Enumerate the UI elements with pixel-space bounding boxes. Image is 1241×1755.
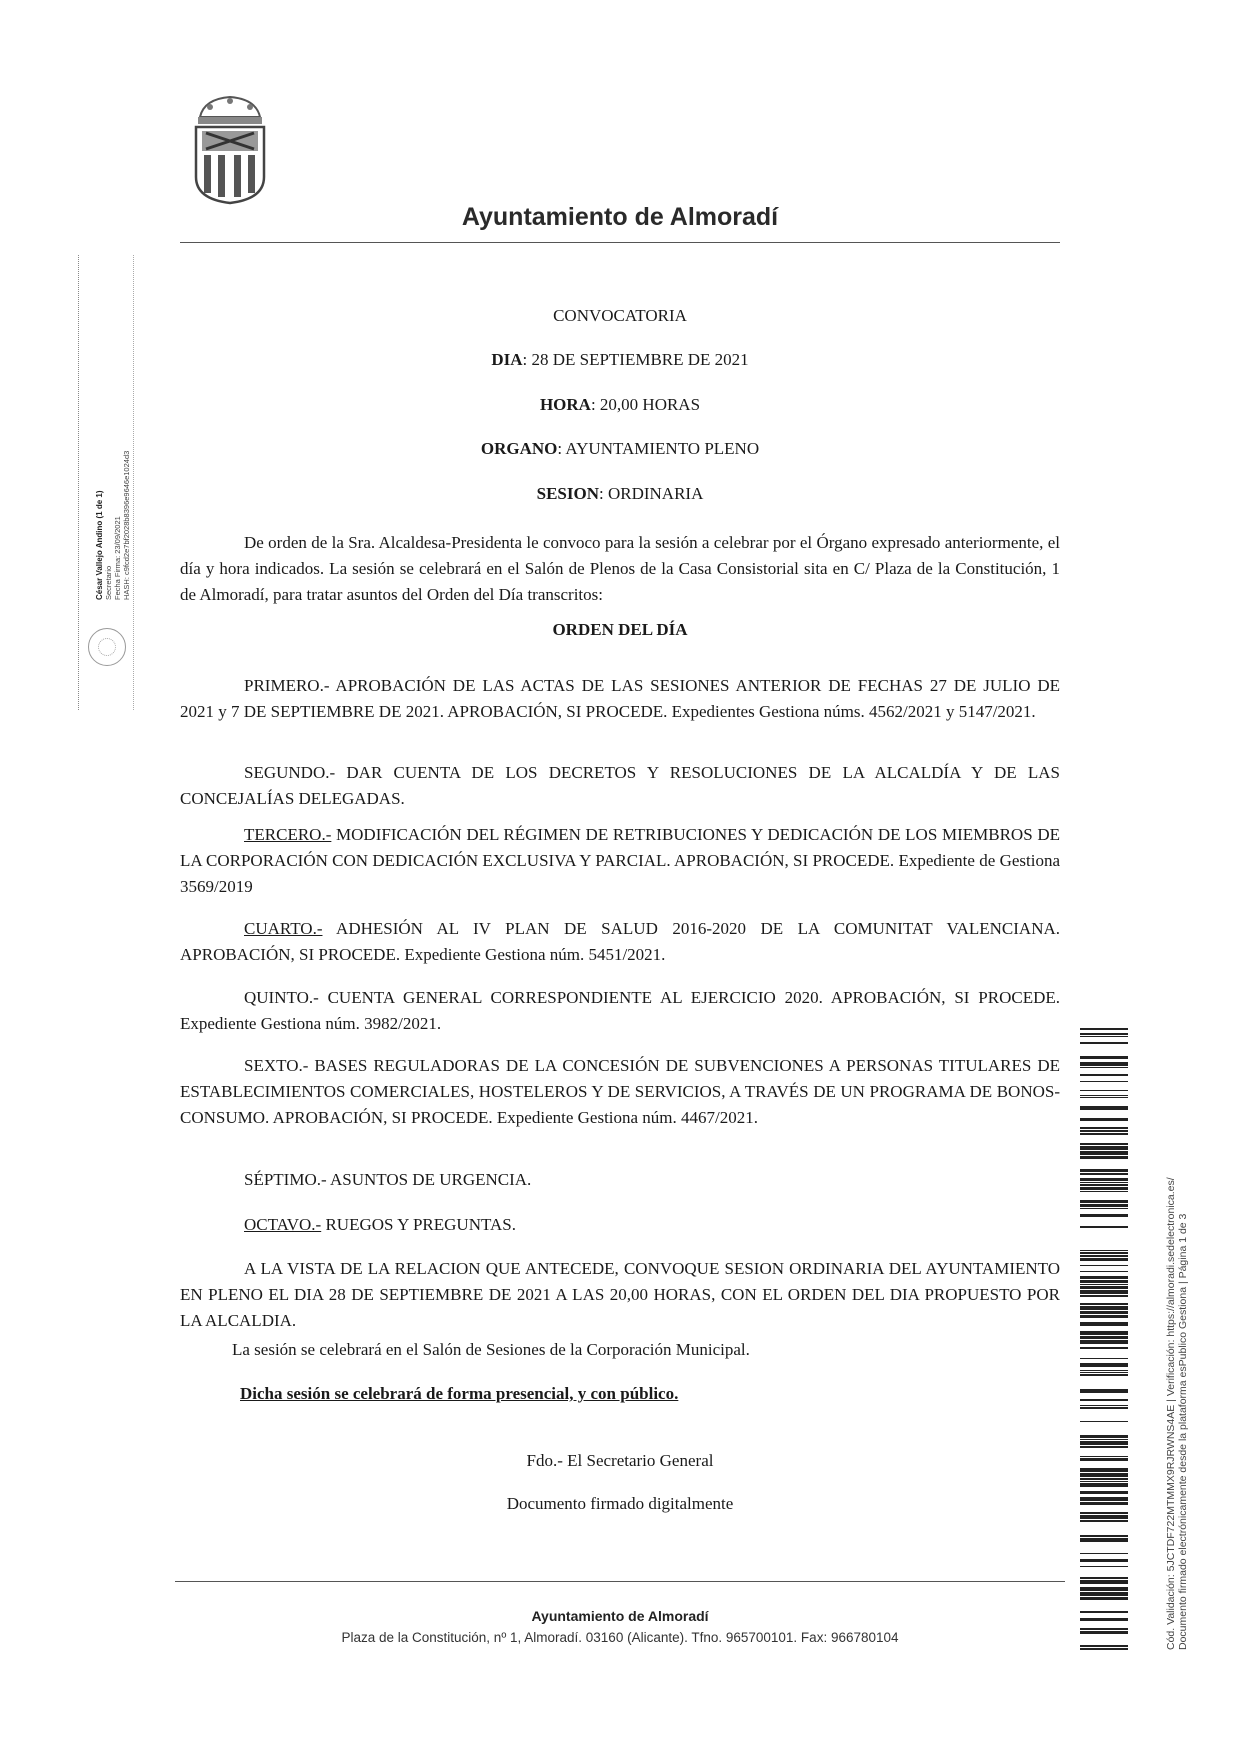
agenda-item-octavo: OCTAVO.- RUEGOS Y PREGUNTAS. xyxy=(244,1215,516,1234)
signature-hash: HASH: c9fcd2e7bf2028b8396e9646e1024d3 xyxy=(122,450,131,600)
orden-del-dia-heading: ORDEN DEL DÍA xyxy=(552,620,688,639)
intro-paragraph: De orden de la Sra. Alcaldesa-Presidenta le convoco para la sesión a celebrar por el Órgano expresado anteriormente, el día y hora indicados. La sesión se celebrará en el Salón de Plenos de la Casa Consistorial sita en C/ Plaza de la Constitución, 1 de Almoradí, para tratar asuntos del Orden del Día transcritos: xyxy=(180,533,1060,604)
agenda-item-primero: PRIMERO.- APROBACIÓN DE LAS ACTAS DE LAS SESIONES ANTERIOR DE FECHAS 27 DE JULIO DE 2021 y 7 DE SEPTIEMBRE DE 2021. APROBACIÓN, SI PROCEDE. Expedientes Gestiona núms. 4562/2021 y 5147/2021. xyxy=(180,676,1060,721)
session-location-note: La sesión se celebrará en el Salón de Sesiones de la Corporación Municipal. xyxy=(232,1340,750,1359)
footer-address: Plaza de la Constitución, nº 1, Almoradí. 03160 (Alicante). Tfno. 965700101. Fax: 966780104 xyxy=(341,1630,899,1645)
signature-line: Fdo.- El Secretario General xyxy=(526,1451,714,1470)
agenda-item-quinto: QUINTO.- CUENTA GENERAL CORRESPONDIENTE AL EJERCICIO 2020. APROBACIÓN, SI PROCEDE. Expediente Gestiona núm. 3982/2021. xyxy=(180,988,1060,1033)
agenda-item-segundo: SEGUNDO.- DAR CUENTA DE LOS DECRETOS Y RESOLUCIONES DE LA ALCALDÍA Y DE LAS CONCEJALÍAS DELEGADAS. xyxy=(180,763,1060,808)
signer-name: César Vallejo Andino (1 de 1) xyxy=(95,490,104,600)
digital-signature-note: Documento firmado digitalmente xyxy=(506,1494,734,1513)
coat-of-arms-icon xyxy=(190,95,270,205)
footer-title: Ayuntamiento de Almoradí xyxy=(531,1608,709,1624)
sesion-line: SESION: ORDINARIA xyxy=(536,484,704,503)
agenda-item-septimo: SÉPTIMO.- ASUNTOS DE URGENCIA. xyxy=(244,1170,532,1189)
header-divider xyxy=(180,242,1060,243)
footer-divider xyxy=(175,1581,1065,1582)
validation-platform: Documento firmado electrónicamente desde la plataforma esPublico Gestiona | Página 1 de 3 xyxy=(1177,1213,1189,1650)
agenda-item-tercero: TERCERO.- MODIFICACIÓN DEL RÉGIMEN DE RETRIBUCIONES Y DEDICACIÓN DE LOS MIEMBROS DE LA CORPORACIÓN CON DEDICACIÓN EXCLUSIVA Y PARCIAL. APROBACIÓN, SI PROCEDE. Expediente de Gestiona 3569/2019 xyxy=(180,825,1060,896)
hora-line: HORA: 20,00 HORAS xyxy=(539,395,701,414)
official-seal-icon xyxy=(88,628,126,666)
closing-paragraph: A LA VISTA DE LA RELACION QUE ANTECEDE, CONVOQUE SESION ORDINARIA DEL AYUNTAMIENTO EN PLENO EL DIA 28 DE SEPTIEMBRE DE 2021 A LAS 20,00 HORAS, CON EL ORDEN DEL DIA PROPUESTO POR LA ALCALDIA. xyxy=(180,1259,1060,1330)
organo-line: ORGANO: AYUNTAMIENTO PLENO xyxy=(480,439,760,458)
convocatoria-title: CONVOCATORIA xyxy=(553,306,687,325)
page-title: Ayuntamiento de Almoradí xyxy=(461,203,779,231)
validation-text xyxy=(1165,1010,1189,1650)
barcode-icon xyxy=(1080,1028,1128,1650)
signature-date: Fecha Firma: 23/09/2021 xyxy=(113,516,122,600)
signature-stamp-text xyxy=(95,270,131,600)
dia-line: DIA: 28 DE SEPTIEMBRE DE 2021 xyxy=(491,350,749,369)
validation-code: Cód. Validación: 5JCTDF722MTMMX9RJRWNS4AE | Verificación: https://almoradi.sedelectronica.es/ xyxy=(1165,1177,1177,1650)
presencial-note: Dicha sesión se celebrará de forma presencial, y con público. xyxy=(240,1384,679,1403)
signer-role: Secretario xyxy=(104,565,113,600)
agenda-item-cuarto: CUARTO.- ADHESIÓN AL IV PLAN DE SALUD 2016-2020 DE LA COMUNITAT VALENCIANA. APROBACIÓN, SI PROCEDE. Expediente Gestiona núm. 5451/2021. xyxy=(180,919,1060,964)
agenda-item-sexto: SEXTO.- BASES REGULADORAS DE LA CONCESIÓN DE SUBVENCIONES A PERSONAS TITULARES DE ESTABLECIMIENTOS COMERCIALES, HOSTELEROS Y DE SERVICIOS, A TRAVÉS DE UN PROGRAMA DE BONOS-CONSUMO. APROBACIÓN, SI PROCEDE. Expediente Gestiona núm. 4467/2021. xyxy=(180,1056,1060,1127)
